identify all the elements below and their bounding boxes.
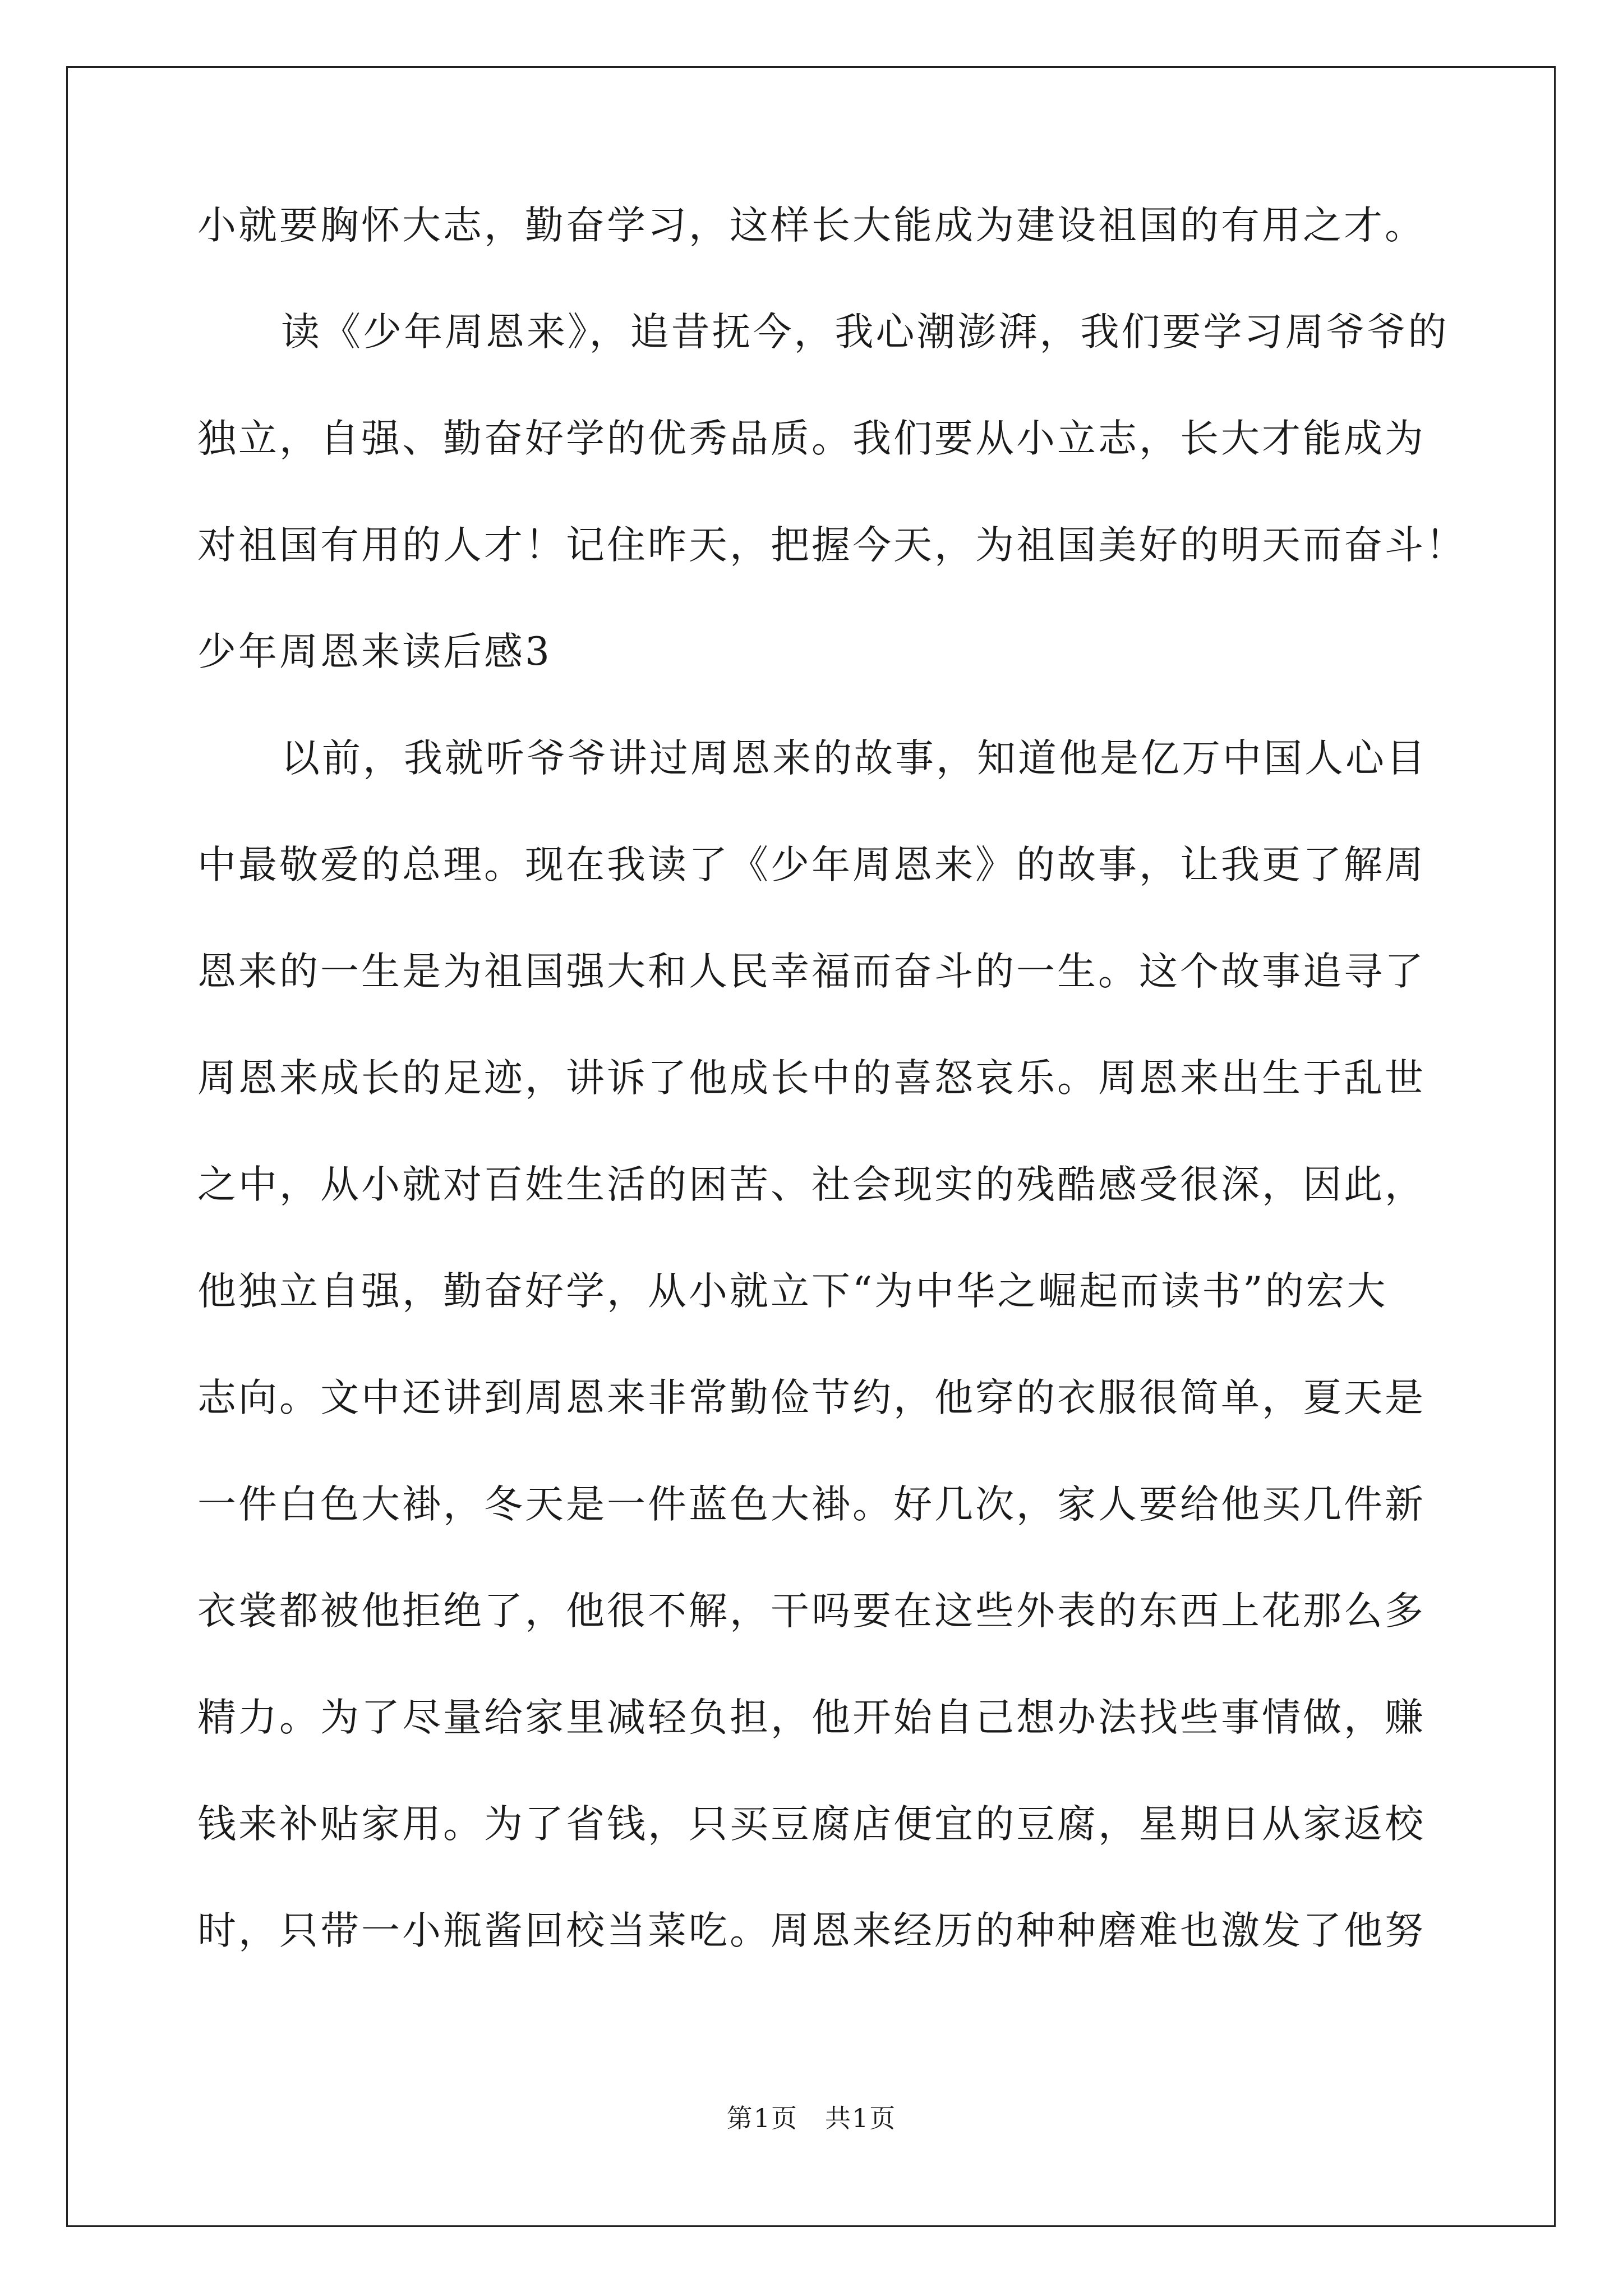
document-body	[197, 199, 1467, 2011]
paragraph-start-line: 以前，我就听爷爷讲过周恩来的故事，知道他是亿万中国人心目	[281, 736, 1427, 781]
text-line: 志向。文中还讲到周恩来非常勤俭节约，他穿的衣服很简单，夏天是	[197, 1375, 1426, 1420]
text-line: 独立，自强、勤奋好学的优秀品质。我们要从小立志，长大才能成为	[197, 416, 1426, 461]
page-number-footer: 第1页 共1页	[726, 2103, 897, 2133]
text-line: 一件白色大褂，冬天是一件蓝色大褂。好几次，家人要给他买几件新	[197, 1482, 1426, 1527]
text-line: 钱来补贴家用。为了省钱，只买豆腐店便宜的豆腐，星期日从家返校	[197, 1802, 1426, 1847]
text-line: 中最敬爱的总理。现在我读了《少年周恩来》的故事，让我更了解周	[197, 843, 1426, 887]
text-line: 他独立自强，勤奋好学，从小就立下“为中华之崛起而读书”的宏大	[197, 1269, 1388, 1314]
text-line: 精力。为了尽量给家里减轻负担，他开始自己想办法找些事情做，赚	[197, 1695, 1426, 1740]
text-line: 周恩来成长的足迹，讲诉了他成长中的喜怒哀乐。周恩来出生于乱世	[197, 1056, 1426, 1101]
text-line: 小就要胸怀大志，勤奋学习，这样长大能成为建设祖国的有用之才。	[197, 203, 1426, 248]
paragraph-start-line: 读《少年周恩来》，追昔抚今，我心潮澎湃，我们要学习周爷爷的	[281, 310, 1449, 355]
text-line: 对祖国有用的人才！记住昨天，把握今天，为祖国美好的明天而奋斗！	[197, 523, 1467, 568]
text-line: 衣裳都被他拒绝了，他很不解，干吗要在这些外表的东西上花那么多	[197, 1589, 1426, 1634]
text-line: 之中，从小就对百姓生活的困苦、社会现实的残酷感受很深，因此，	[197, 1162, 1426, 1207]
text-line: 恩来的一生是为祖国强大和人民幸福而奋斗的一生。这个故事追寻了	[197, 949, 1426, 994]
section-heading: 少年周恩来读后感3	[197, 629, 552, 674]
text-line: 时，只带一小瓶酱回校当菜吃。周恩来经历的种种磨难也激发了他努	[197, 1908, 1426, 1953]
